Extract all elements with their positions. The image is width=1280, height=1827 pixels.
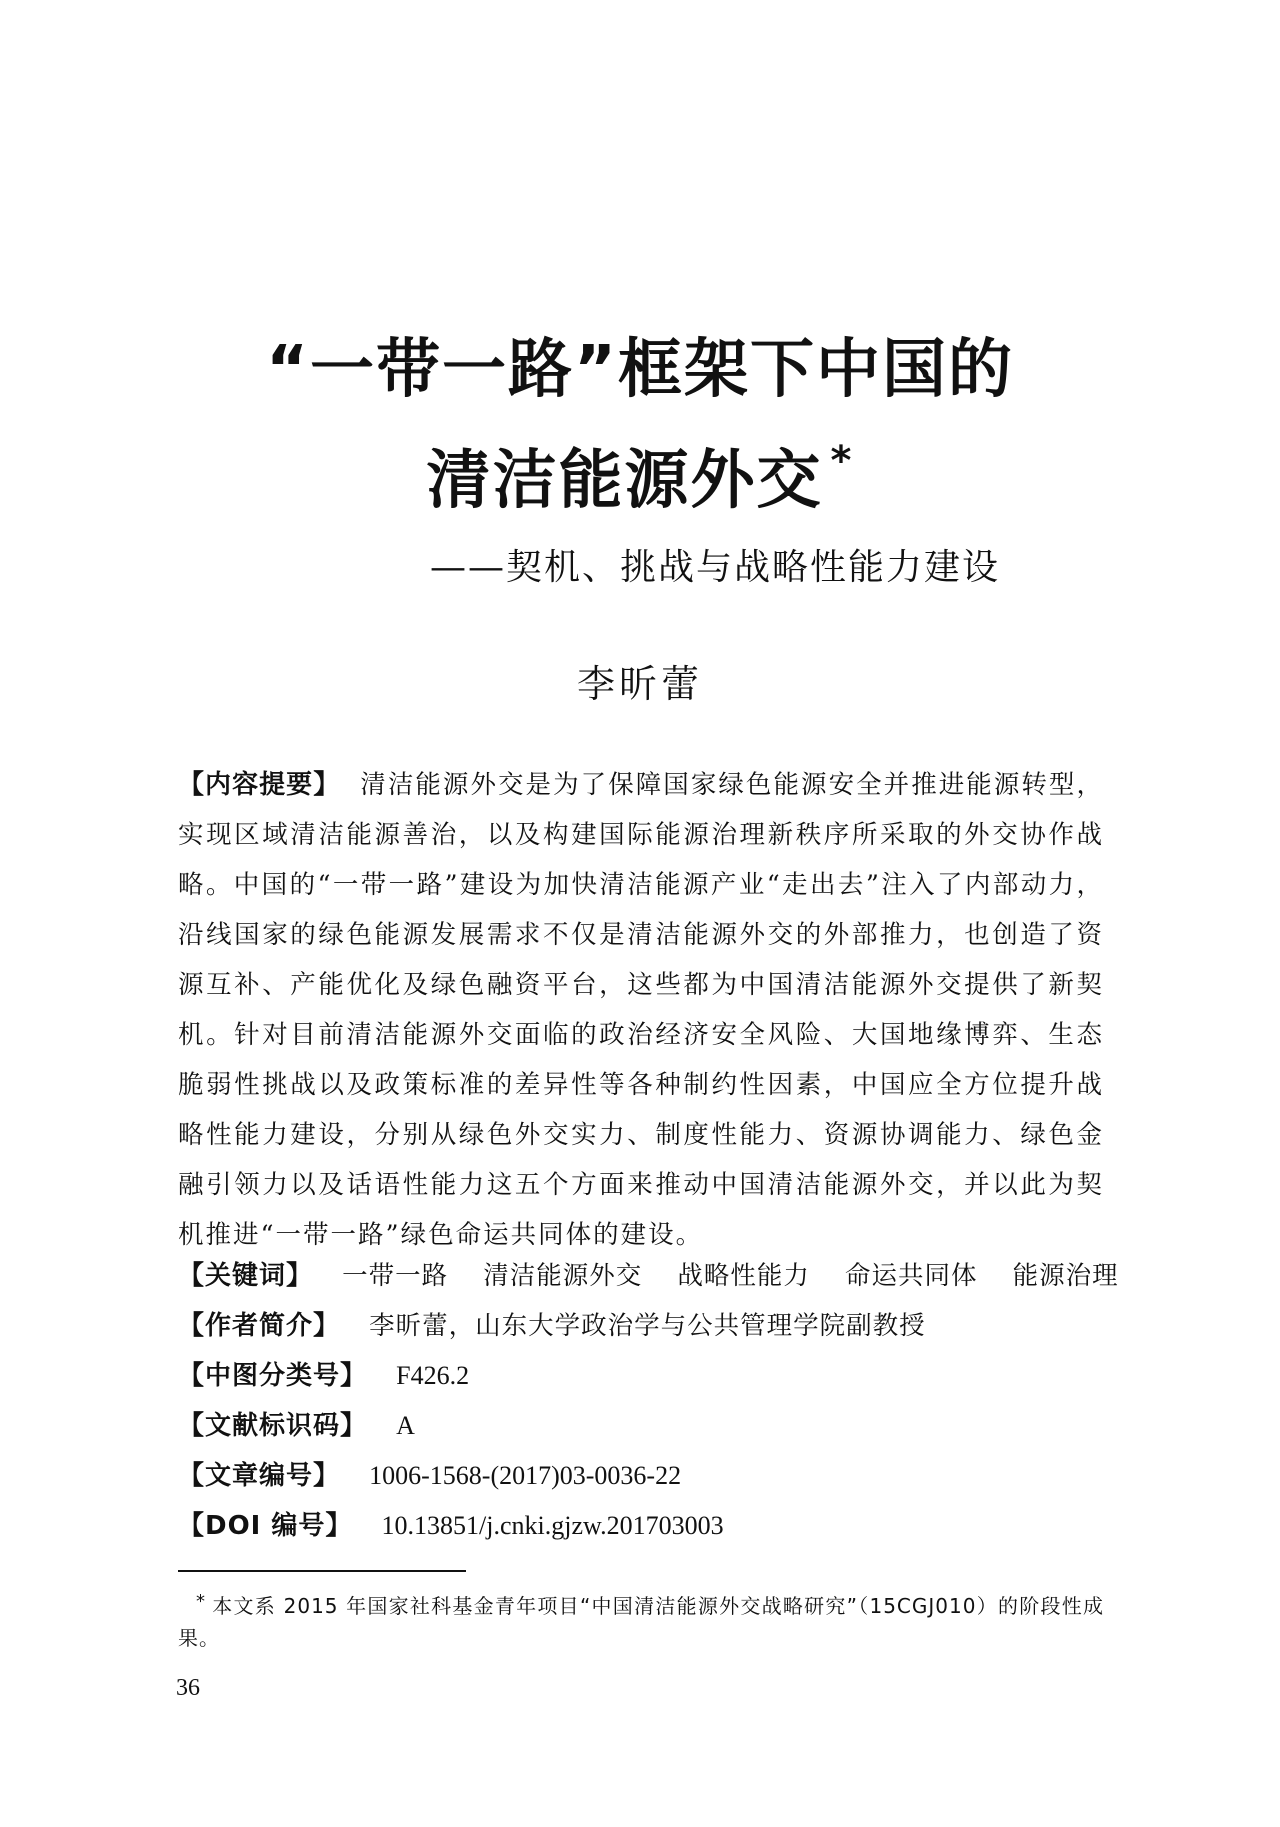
keywords-label: 【关键词】: [178, 1261, 314, 1291]
footnote-divider: [178, 1570, 466, 1572]
footnote-text: 本文系 2015 年国家社科基金青年项目“中国清洁能源外交战略研究”（15CGJ010）的阶段性成果。: [178, 1594, 1104, 1650]
clc-number-value: F426.2: [396, 1361, 470, 1390]
page-number: 36: [176, 1675, 200, 1701]
footnote-marker: *: [196, 1591, 206, 1612]
clc-number-row: [178, 1356, 1104, 1396]
keyword-item: 能源治理: [1012, 1261, 1119, 1291]
doi-value: 10.13851/j.cnki.gjzw.201703003: [381, 1511, 724, 1540]
abstract-text: 清洁能源外交是为了保障国家绿色能源安全并推进能源转型，实现区域清洁能源善治，以及构建国际能源治理新秩序所采取的外交协作战略。中国的“一带一路”建设为加快清洁能源产业“走出去”注入了内部动力，沿线国家的绿色能源发展需求不仅是清洁能源外交的外部推力，也创造了资源互补、产能优化及绿色融资平台，这些都为中国清洁能源外交提供了新契机。针对目前清洁能源外交面临的政治经济安全风险、大国地缘博弈、生态脆弱性挑战以及政策标准的差异性等各种制约性因素，中国应全方位提升战略性能力建设，分别从绿色外交实力、制度性能力、资源协调能力、绿色金融引领力以及话语性能力这五个方面来推动中国清洁能源外交，并以此为契机推进“一带一路”绿色命运共同体的建设。: [178, 770, 1104, 1250]
abstract-label: 【内容提要】: [178, 770, 341, 800]
author-bio-row: [178, 1306, 1104, 1346]
clc-number-label: 【中图分类号】: [178, 1361, 368, 1391]
document-code-value: A: [396, 1411, 415, 1440]
article-subtitle: ——契机、挑战与战略性能力建设: [429, 547, 1000, 588]
keyword-item: 一带一路: [342, 1261, 449, 1291]
title-footnote-marker: *: [830, 438, 854, 484]
doi-label: 【DOI 编号】: [178, 1511, 353, 1541]
author-bio-text: 李昕蕾，山东大学政治学与公共管理学院副教授: [369, 1311, 926, 1341]
doi-row: [178, 1506, 1104, 1546]
document-code-row: [178, 1406, 1104, 1446]
article-title-line-1-text: “一带一路”框架下中国的: [265, 333, 1015, 407]
keyword-item: 命运共同体: [845, 1261, 978, 1291]
article-number-value: 1006-1568-(2017)03-0036-22: [369, 1461, 682, 1490]
article-number-label: 【文章编号】: [178, 1461, 341, 1491]
article-title-line-2: [0, 438, 1280, 518]
keyword-item: 战略性能力: [677, 1261, 810, 1291]
author-name: 李昕蕾: [576, 662, 703, 706]
keyword-item: 清洁能源外交: [483, 1261, 643, 1291]
article-title-line-2-text: 清洁能源外交: [426, 444, 823, 518]
article-number-row: [178, 1456, 1104, 1496]
abstract-block: [178, 760, 1104, 1260]
keywords-row: [178, 1256, 1119, 1296]
article-title-line-1: [0, 333, 1280, 407]
document-code-label: 【文献标识码】: [178, 1411, 368, 1441]
author-bio-label: 【作者简介】: [178, 1311, 341, 1341]
footnote: [178, 1590, 1104, 1654]
